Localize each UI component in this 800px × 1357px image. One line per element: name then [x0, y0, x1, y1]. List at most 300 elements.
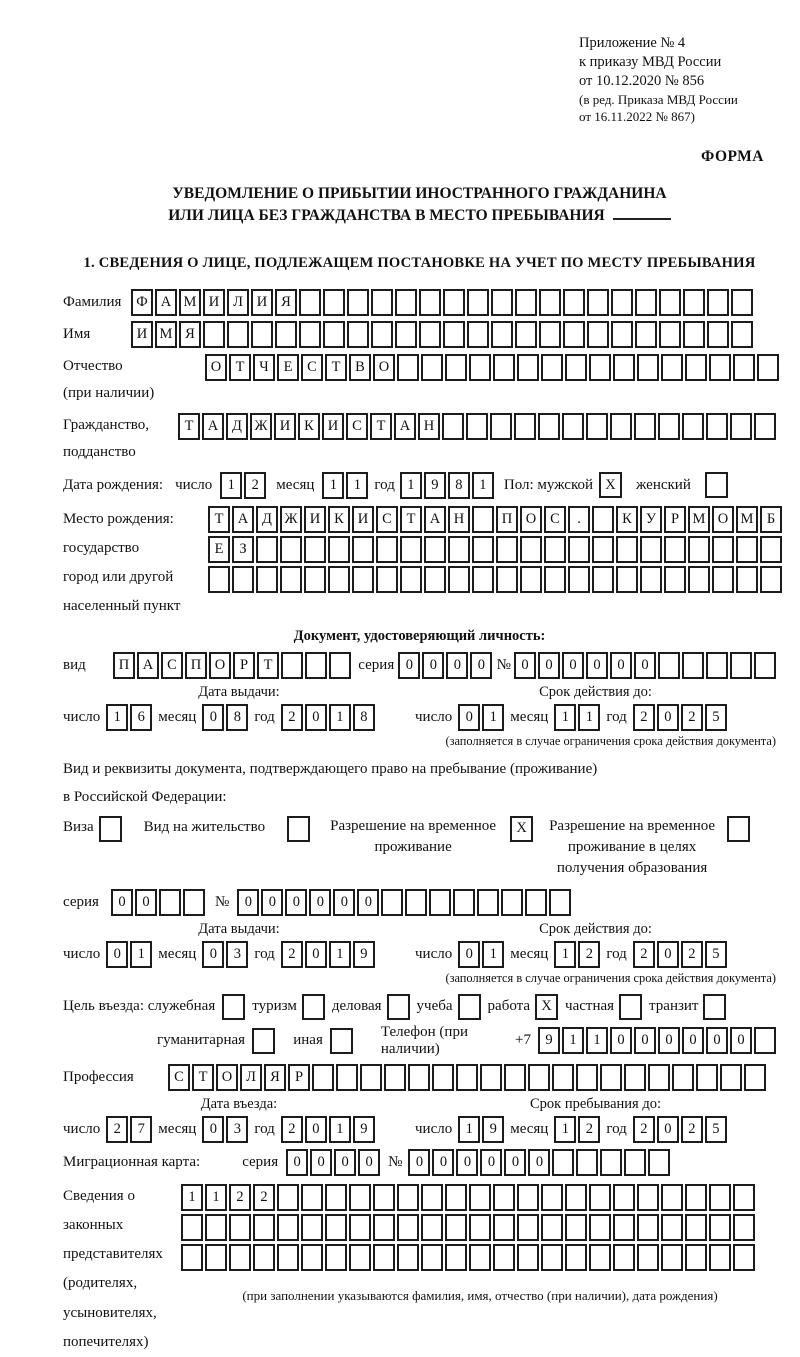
char-box[interactable]: 0: [470, 652, 492, 679]
char-box[interactable]: Д: [256, 506, 278, 533]
char-box[interactable]: [661, 354, 683, 381]
char-box[interactable]: [442, 413, 464, 440]
char-box[interactable]: [472, 506, 494, 533]
char-box[interactable]: А: [155, 289, 177, 316]
char-box[interactable]: [754, 413, 776, 440]
char-box[interactable]: [549, 889, 571, 916]
char-box[interactable]: О: [712, 506, 734, 533]
char-box[interactable]: О: [205, 354, 227, 381]
char-box[interactable]: [277, 1244, 299, 1271]
char-box[interactable]: 2: [633, 941, 655, 968]
char-box[interactable]: [424, 566, 446, 593]
char-box[interactable]: [301, 1214, 323, 1241]
char-box[interactable]: [456, 1064, 478, 1091]
char-box[interactable]: 1: [322, 472, 344, 499]
char-box[interactable]: [325, 1244, 347, 1271]
char-box[interactable]: М: [736, 506, 758, 533]
char-box[interactable]: И: [352, 506, 374, 533]
char-box[interactable]: Р: [664, 506, 686, 533]
char-box[interactable]: 0: [657, 1116, 679, 1143]
char-box[interactable]: [493, 354, 515, 381]
char-box[interactable]: [448, 566, 470, 593]
char-box[interactable]: [661, 1214, 683, 1241]
char-box[interactable]: [688, 566, 710, 593]
char-box[interactable]: С: [161, 652, 183, 679]
char-box[interactable]: 1: [554, 704, 576, 731]
char-box[interactable]: [730, 413, 752, 440]
char-box[interactable]: [613, 354, 635, 381]
char-box[interactable]: 3: [226, 1116, 248, 1143]
char-box[interactable]: 9: [538, 1027, 560, 1054]
char-box[interactable]: 1: [472, 472, 494, 499]
char-box[interactable]: [616, 566, 638, 593]
char-box[interactable]: [373, 1244, 395, 1271]
char-box[interactable]: [304, 566, 326, 593]
char-box[interactable]: 1: [329, 704, 351, 731]
char-box[interactable]: А: [202, 413, 224, 440]
char-box[interactable]: И: [304, 506, 326, 533]
char-box[interactable]: [325, 1184, 347, 1211]
char-box[interactable]: 1: [400, 472, 422, 499]
char-box[interactable]: [659, 321, 681, 348]
char-box[interactable]: [539, 321, 561, 348]
char-box[interactable]: 0: [422, 652, 444, 679]
char-box[interactable]: [733, 1244, 755, 1271]
char-box[interactable]: [696, 1064, 718, 1091]
char-box[interactable]: 9: [353, 1116, 375, 1143]
char-box[interactable]: [565, 1184, 587, 1211]
char-box[interactable]: М: [179, 289, 201, 316]
char-box[interactable]: [305, 652, 327, 679]
char-box[interactable]: [467, 321, 489, 348]
char-box[interactable]: [347, 289, 369, 316]
char-box[interactable]: 0: [305, 941, 327, 968]
char-box[interactable]: [634, 413, 656, 440]
char-box[interactable]: 5: [705, 1116, 727, 1143]
char-box[interactable]: А: [137, 652, 159, 679]
char-box[interactable]: [760, 566, 782, 593]
char-box[interactable]: [720, 1064, 742, 1091]
char-box[interactable]: .: [568, 506, 590, 533]
char-box[interactable]: [347, 321, 369, 348]
char-box[interactable]: О: [373, 354, 395, 381]
char-box[interactable]: 7: [130, 1116, 152, 1143]
char-box[interactable]: Е: [277, 354, 299, 381]
char-box[interactable]: [477, 889, 499, 916]
char-box[interactable]: [312, 1064, 334, 1091]
char-box[interactable]: М: [688, 506, 710, 533]
char-box[interactable]: К: [328, 506, 350, 533]
char-box[interactable]: [205, 1214, 227, 1241]
char-box[interactable]: [517, 1244, 539, 1271]
char-box[interactable]: [736, 566, 758, 593]
char-box[interactable]: 0: [657, 704, 679, 731]
char-box[interactable]: 0: [610, 652, 632, 679]
char-box[interactable]: [352, 536, 374, 563]
sex-male-checkbox[interactable]: X: [599, 472, 622, 498]
char-box[interactable]: 1: [586, 1027, 608, 1054]
char-box[interactable]: Я: [264, 1064, 286, 1091]
char-box[interactable]: Л: [227, 289, 249, 316]
char-box[interactable]: [541, 1244, 563, 1271]
char-box[interactable]: Т: [325, 354, 347, 381]
char-box[interactable]: [648, 1149, 670, 1176]
char-box[interactable]: [384, 1064, 406, 1091]
char-box[interactable]: 0: [111, 889, 133, 916]
char-box[interactable]: [592, 536, 614, 563]
char-box[interactable]: 8: [226, 704, 248, 731]
char-box[interactable]: [445, 1214, 467, 1241]
char-box[interactable]: 1: [329, 1116, 351, 1143]
char-box[interactable]: [280, 566, 302, 593]
char-box[interactable]: К: [616, 506, 638, 533]
char-box[interactable]: [683, 289, 705, 316]
char-box[interactable]: 0: [456, 1149, 478, 1176]
purpose-private-checkbox[interactable]: [619, 994, 642, 1020]
char-box[interactable]: [504, 1064, 526, 1091]
char-box[interactable]: [637, 1184, 659, 1211]
char-box[interactable]: [731, 289, 753, 316]
char-box[interactable]: 5: [705, 941, 727, 968]
char-box[interactable]: [491, 321, 513, 348]
char-box[interactable]: [576, 1064, 598, 1091]
char-box[interactable]: [445, 1244, 467, 1271]
char-box[interactable]: Я: [275, 289, 297, 316]
char-box[interactable]: [672, 1064, 694, 1091]
char-box[interactable]: [731, 321, 753, 348]
char-box[interactable]: [565, 1244, 587, 1271]
char-box[interactable]: [472, 536, 494, 563]
char-box[interactable]: [397, 354, 419, 381]
char-box[interactable]: Т: [400, 506, 422, 533]
char-box[interactable]: 0: [586, 652, 608, 679]
char-box[interactable]: 0: [358, 1149, 380, 1176]
char-box[interactable]: 1: [346, 472, 368, 499]
char-box[interactable]: [552, 1149, 574, 1176]
char-box[interactable]: [706, 413, 728, 440]
char-box[interactable]: [400, 536, 422, 563]
char-box[interactable]: Е: [208, 536, 230, 563]
char-box[interactable]: [501, 889, 523, 916]
char-box[interactable]: О: [520, 506, 542, 533]
char-box[interactable]: [408, 1064, 430, 1091]
char-box[interactable]: 0: [730, 1027, 752, 1054]
char-box[interactable]: Т: [208, 506, 230, 533]
char-box[interactable]: [541, 1184, 563, 1211]
char-box[interactable]: [232, 566, 254, 593]
char-box[interactable]: [517, 1214, 539, 1241]
char-box[interactable]: [709, 1214, 731, 1241]
char-box[interactable]: [658, 652, 680, 679]
char-box[interactable]: [229, 1244, 251, 1271]
char-box[interactable]: [323, 321, 345, 348]
char-box[interactable]: П: [496, 506, 518, 533]
char-box[interactable]: [707, 289, 729, 316]
char-box[interactable]: [587, 321, 609, 348]
purpose-work-checkbox[interactable]: X: [535, 994, 558, 1020]
char-box[interactable]: [736, 536, 758, 563]
char-box[interactable]: [733, 1184, 755, 1211]
char-box[interactable]: 0: [333, 889, 355, 916]
char-box[interactable]: 0: [202, 704, 224, 731]
char-box[interactable]: [610, 413, 632, 440]
char-box[interactable]: 0: [334, 1149, 356, 1176]
char-box[interactable]: 0: [202, 941, 224, 968]
char-box[interactable]: [712, 536, 734, 563]
char-box[interactable]: [397, 1244, 419, 1271]
char-box[interactable]: [281, 652, 303, 679]
char-box[interactable]: 0: [514, 652, 536, 679]
char-box[interactable]: [256, 536, 278, 563]
char-box[interactable]: [613, 1214, 635, 1241]
char-box[interactable]: [323, 289, 345, 316]
char-box[interactable]: [373, 1184, 395, 1211]
char-box[interactable]: [637, 1214, 659, 1241]
char-box[interactable]: [685, 1214, 707, 1241]
char-box[interactable]: [589, 1184, 611, 1211]
char-box[interactable]: 0: [538, 652, 560, 679]
char-box[interactable]: 0: [657, 941, 679, 968]
char-box[interactable]: [376, 566, 398, 593]
char-box[interactable]: [493, 1244, 515, 1271]
char-box[interactable]: [251, 321, 273, 348]
char-box[interactable]: [754, 652, 776, 679]
char-box[interactable]: П: [185, 652, 207, 679]
char-box[interactable]: 9: [482, 1116, 504, 1143]
char-box[interactable]: 0: [106, 941, 128, 968]
temp-permit-checkbox[interactable]: X: [510, 816, 533, 842]
char-box[interactable]: 0: [658, 1027, 680, 1054]
purpose-other-checkbox[interactable]: [330, 1028, 353, 1054]
char-box[interactable]: 0: [237, 889, 259, 916]
char-box[interactable]: [709, 1244, 731, 1271]
char-box[interactable]: [280, 536, 302, 563]
char-box[interactable]: [685, 1244, 707, 1271]
char-box[interactable]: [754, 1027, 776, 1054]
char-box[interactable]: Ч: [253, 354, 275, 381]
char-box[interactable]: [586, 413, 608, 440]
char-box[interactable]: 0: [562, 652, 584, 679]
char-box[interactable]: [637, 354, 659, 381]
char-box[interactable]: Т: [178, 413, 200, 440]
char-box[interactable]: Н: [448, 506, 470, 533]
char-box[interactable]: А: [232, 506, 254, 533]
char-box[interactable]: [611, 321, 633, 348]
char-box[interactable]: [520, 536, 542, 563]
char-box[interactable]: [682, 652, 704, 679]
char-box[interactable]: [419, 289, 441, 316]
char-box[interactable]: 0: [682, 1027, 704, 1054]
char-box[interactable]: 0: [202, 1116, 224, 1143]
char-box[interactable]: [517, 1184, 539, 1211]
char-box[interactable]: [624, 1149, 646, 1176]
char-box[interactable]: Н: [418, 413, 440, 440]
char-box[interactable]: 0: [398, 652, 420, 679]
char-box[interactable]: О: [209, 652, 231, 679]
char-box[interactable]: Л: [240, 1064, 262, 1091]
char-box[interactable]: [589, 354, 611, 381]
char-box[interactable]: [525, 889, 547, 916]
char-box[interactable]: 2: [633, 704, 655, 731]
char-box[interactable]: [421, 1244, 443, 1271]
char-box[interactable]: 2: [281, 1116, 303, 1143]
char-box[interactable]: С: [376, 506, 398, 533]
char-box[interactable]: [395, 289, 417, 316]
char-box[interactable]: [592, 566, 614, 593]
char-box[interactable]: [381, 889, 403, 916]
char-box[interactable]: [658, 413, 680, 440]
char-box[interactable]: [466, 413, 488, 440]
char-box[interactable]: [490, 413, 512, 440]
char-box[interactable]: [371, 289, 393, 316]
char-box[interactable]: И: [131, 321, 153, 348]
char-box[interactable]: [299, 289, 321, 316]
char-box[interactable]: 5: [705, 704, 727, 731]
char-box[interactable]: 0: [408, 1149, 430, 1176]
char-box[interactable]: [587, 289, 609, 316]
char-box[interactable]: [563, 289, 585, 316]
char-box[interactable]: 0: [432, 1149, 454, 1176]
char-box[interactable]: [203, 321, 225, 348]
char-box[interactable]: А: [424, 506, 446, 533]
char-box[interactable]: [472, 566, 494, 593]
char-box[interactable]: [730, 652, 752, 679]
char-box[interactable]: [443, 321, 465, 348]
char-box[interactable]: [299, 321, 321, 348]
char-box[interactable]: 0: [458, 704, 480, 731]
purpose-humanitarian-checkbox[interactable]: [252, 1028, 275, 1054]
char-box[interactable]: [376, 536, 398, 563]
char-box[interactable]: А: [394, 413, 416, 440]
char-box[interactable]: [208, 566, 230, 593]
purpose-official-checkbox[interactable]: [222, 994, 245, 1020]
char-box[interactable]: 0: [309, 889, 331, 916]
char-box[interactable]: 0: [135, 889, 157, 916]
char-box[interactable]: 9: [353, 941, 375, 968]
char-box[interactable]: [360, 1064, 382, 1091]
char-box[interactable]: [733, 354, 755, 381]
char-box[interactable]: 0: [458, 941, 480, 968]
char-box[interactable]: 0: [305, 704, 327, 731]
char-box[interactable]: [328, 536, 350, 563]
char-box[interactable]: [371, 321, 393, 348]
char-box[interactable]: [733, 1214, 755, 1241]
char-box[interactable]: [538, 413, 560, 440]
char-box[interactable]: [183, 889, 205, 916]
char-box[interactable]: 2: [229, 1184, 251, 1211]
char-box[interactable]: 2: [253, 1184, 275, 1211]
purpose-study-checkbox[interactable]: [458, 994, 481, 1020]
char-box[interactable]: [443, 289, 465, 316]
char-box[interactable]: [469, 1184, 491, 1211]
visa-checkbox[interactable]: [99, 816, 122, 842]
char-box[interactable]: [576, 1149, 598, 1176]
char-box[interactable]: [552, 1064, 574, 1091]
char-box[interactable]: И: [251, 289, 273, 316]
char-box[interactable]: [496, 566, 518, 593]
char-box[interactable]: [688, 536, 710, 563]
char-box[interactable]: 2: [681, 1116, 703, 1143]
char-box[interactable]: Д: [226, 413, 248, 440]
char-box[interactable]: [568, 536, 590, 563]
edu-permit-checkbox[interactable]: [727, 816, 750, 842]
char-box[interactable]: [613, 1184, 635, 1211]
char-box[interactable]: [352, 566, 374, 593]
char-box[interactable]: [757, 354, 779, 381]
char-box[interactable]: К: [298, 413, 320, 440]
char-box[interactable]: И: [274, 413, 296, 440]
char-box[interactable]: [229, 1214, 251, 1241]
char-box[interactable]: [181, 1214, 203, 1241]
char-box[interactable]: 0: [634, 652, 656, 679]
char-box[interactable]: [445, 354, 467, 381]
char-box[interactable]: 2: [244, 472, 266, 499]
char-box[interactable]: [448, 536, 470, 563]
char-box[interactable]: [469, 1214, 491, 1241]
char-box[interactable]: 0: [706, 1027, 728, 1054]
char-box[interactable]: [624, 1064, 646, 1091]
char-box[interactable]: 0: [357, 889, 379, 916]
char-box[interactable]: [528, 1064, 550, 1091]
char-box[interactable]: Ж: [250, 413, 272, 440]
char-box[interactable]: [709, 354, 731, 381]
char-box[interactable]: 8: [448, 472, 470, 499]
char-box[interactable]: 0: [480, 1149, 502, 1176]
char-box[interactable]: 0: [261, 889, 283, 916]
char-box[interactable]: 0: [285, 889, 307, 916]
char-box[interactable]: [661, 1244, 683, 1271]
char-box[interactable]: 2: [633, 1116, 655, 1143]
char-box[interactable]: [600, 1149, 622, 1176]
char-box[interactable]: [539, 289, 561, 316]
char-box[interactable]: [640, 536, 662, 563]
char-box[interactable]: [515, 289, 537, 316]
char-box[interactable]: [635, 289, 657, 316]
char-box[interactable]: [661, 1184, 683, 1211]
char-box[interactable]: Б: [760, 506, 782, 533]
char-box[interactable]: [616, 536, 638, 563]
char-box[interactable]: Р: [233, 652, 255, 679]
char-box[interactable]: [469, 354, 491, 381]
purpose-transit-checkbox[interactable]: [703, 994, 726, 1020]
char-box[interactable]: [424, 536, 446, 563]
char-box[interactable]: [329, 652, 351, 679]
char-box[interactable]: [445, 1184, 467, 1211]
char-box[interactable]: П: [113, 652, 135, 679]
char-box[interactable]: С: [168, 1064, 190, 1091]
char-box[interactable]: [453, 889, 475, 916]
purpose-business-checkbox[interactable]: [387, 994, 410, 1020]
char-box[interactable]: [304, 536, 326, 563]
char-box[interactable]: [480, 1064, 502, 1091]
sex-female-checkbox[interactable]: [705, 472, 728, 498]
char-box[interactable]: 9: [424, 472, 446, 499]
char-box[interactable]: В: [349, 354, 371, 381]
char-box[interactable]: 1: [554, 941, 576, 968]
char-box[interactable]: [325, 1214, 347, 1241]
char-box[interactable]: 1: [482, 704, 504, 731]
char-box[interactable]: [205, 1244, 227, 1271]
char-box[interactable]: [496, 536, 518, 563]
char-box[interactable]: 6: [130, 704, 152, 731]
char-box[interactable]: [707, 321, 729, 348]
char-box[interactable]: 1: [329, 941, 351, 968]
char-box[interactable]: З: [232, 536, 254, 563]
char-box[interactable]: [397, 1214, 419, 1241]
char-box[interactable]: [159, 889, 181, 916]
char-box[interactable]: Т: [370, 413, 392, 440]
char-box[interactable]: [541, 354, 563, 381]
